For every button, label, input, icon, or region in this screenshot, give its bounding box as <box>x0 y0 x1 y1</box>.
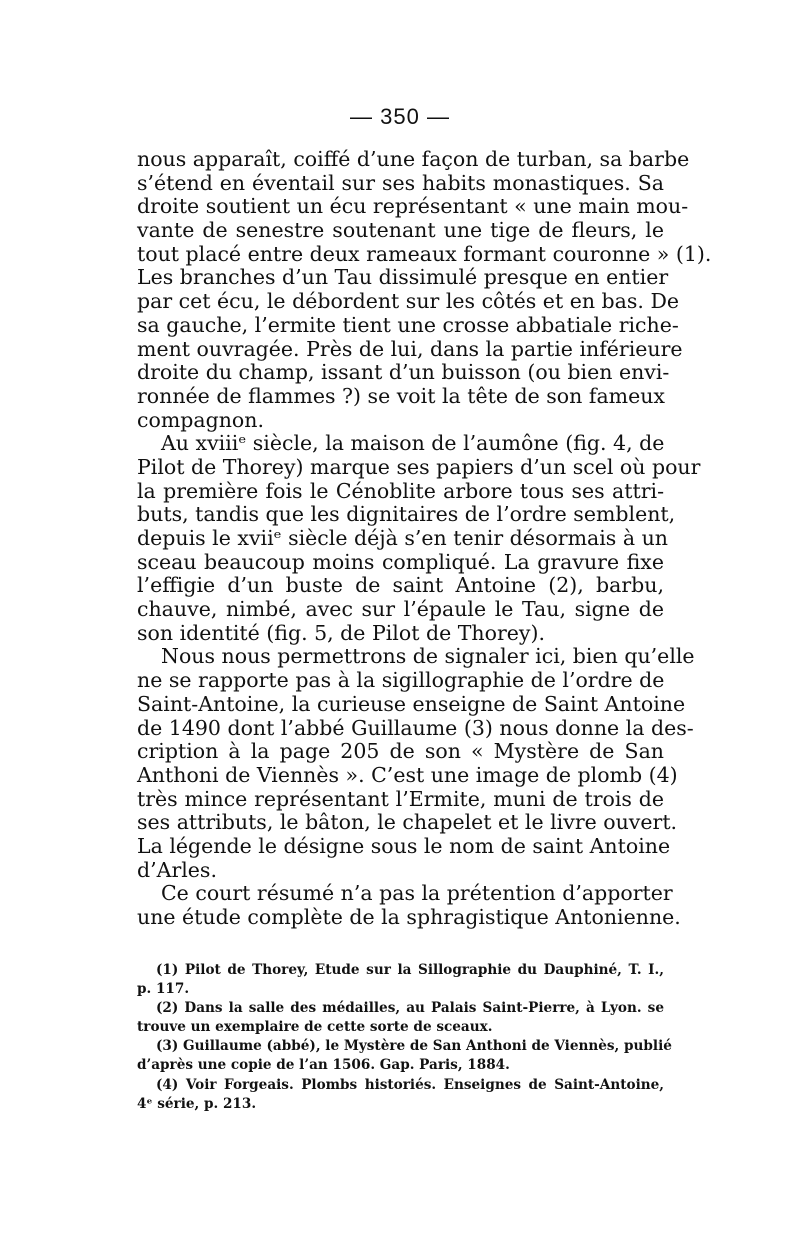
body-text-line: très mince représentant l’Ermite, muni de trois de <box>137 786 664 811</box>
footnote-line: 4ᵉ série, p. 213. <box>137 1095 257 1112</box>
body-text-line: Pilot de Thorey) marque ses papiers d’un scel où pour <box>137 454 701 479</box>
body-text-line: ne se rapporte pas à la sigillographie de l’ordre de <box>137 668 665 693</box>
body-text-line: Les branches d’un Tau dissimulé presque en entier <box>137 265 669 290</box>
body-text-line: son identité (fig. 5, de Pilot de Thorey). <box>137 620 545 645</box>
body-text-line: de 1490 dont l’abbé Guillaume (3) nous donne la des- <box>137 715 694 740</box>
footnote-line: (2) Dans la salle des médailles, au Palais Saint-Pierre, à Lyon. se <box>156 1000 664 1017</box>
body-text-line: La légende le désigne sous le nom de saint Antoine <box>137 833 671 858</box>
body-text-line: nous apparaît, coiffé d’une façon de turban, sa barbe <box>137 147 690 171</box>
footnote-line: (1) Pilot de Thorey, Etude sur la Sillographie du Dauphiné, T. I., <box>156 962 664 978</box>
body-text-line: Nous nous permettrons de signaler ici, bien qu’elle <box>161 644 695 669</box>
footnote-line: (3) Guillaume (abbé), le Mystère de San Anthoni de Viennès, publié <box>156 1038 672 1055</box>
body-text-line: sceau beaucoup moins compliqué. La gravure fixe <box>137 549 664 574</box>
body-text-line: chauve, nimbé, avec sur l’épaule le Tau, signe de <box>137 597 664 622</box>
body-text-line: ronnée de flammes ?) se voit la tête de son fameux <box>137 383 665 408</box>
footnotes <box>137 961 672 1114</box>
body-text-line: vante de senestre soutenant une tige de fleurs, le <box>137 218 664 243</box>
body-text-line: une étude complète de la sphragistique Antonienne. <box>137 905 681 929</box>
body-text-line: compagnon. <box>137 407 264 432</box>
body-text-line: cription à la page 205 de son « Mystère de San <box>137 739 664 764</box>
body-text-line: droite soutient un écu représentant « une main mou- <box>137 194 689 219</box>
body-text-line: Ce court résumé n’a pas la prétention d’apporter <box>161 881 673 906</box>
footnote-line: trouve un exemplaire de cette sorte de sceaux. <box>137 1019 493 1036</box>
footnote-line: d’après une copie de l’an 1506. Gap. Paris, 1884. <box>137 1057 510 1074</box>
body-text-line: Au xviiiᵉ siècle, la maison de l’aumône (fig. 4, de <box>161 431 665 456</box>
body-text-line: la première fois le Cénoblite arbore tous ses attri- <box>137 478 664 503</box>
page-number: — 350 — <box>350 104 450 129</box>
body-text-line: d’Arles. <box>137 857 217 882</box>
body-text-line: l’effigie d’un buste de saint Antoine (2), barbu, <box>137 573 664 598</box>
body-text-line: ses attributs, le bâton, le chapelet et le livre ouvert. <box>137 810 678 835</box>
body-text-line: sa gauche, l’ermite tient une crosse abbatiale riche- <box>137 312 679 337</box>
body-text-line: par cet écu, le débordent sur les côtés et en bas. De <box>137 289 680 314</box>
body-text-line: Anthoni de Viennès ». C’est une image de plomb (4) <box>137 762 678 787</box>
footnote-line: (4) Voir Forgeais. Plombs historiés. Enseignes de Saint-Antoine, <box>156 1076 664 1093</box>
body-text-line: Saint-Antoine, la curieuse enseigne de Saint Antoine <box>137 691 686 716</box>
footnote-line: p. 117. <box>137 981 190 998</box>
body-text-line: buts, tandis que les dignitaires de l’ordre semblent, <box>137 502 676 527</box>
body-text-line: depuis le xviiᵉ siècle déjà s’en tenir désormais à un <box>137 526 668 550</box>
body-text-line: droite du champ, issant d’un buisson (ou bien envi- <box>137 360 670 385</box>
body-text-line: ment ouvragée. Près de lui, dans la partie inférieure <box>137 336 683 361</box>
body-text <box>137 147 712 930</box>
body-text-line: s’étend en éventail sur ses habits monastiques. Sa <box>137 170 664 195</box>
body-text-line: tout placé entre deux rameaux formant couronne » (1). <box>137 241 712 266</box>
